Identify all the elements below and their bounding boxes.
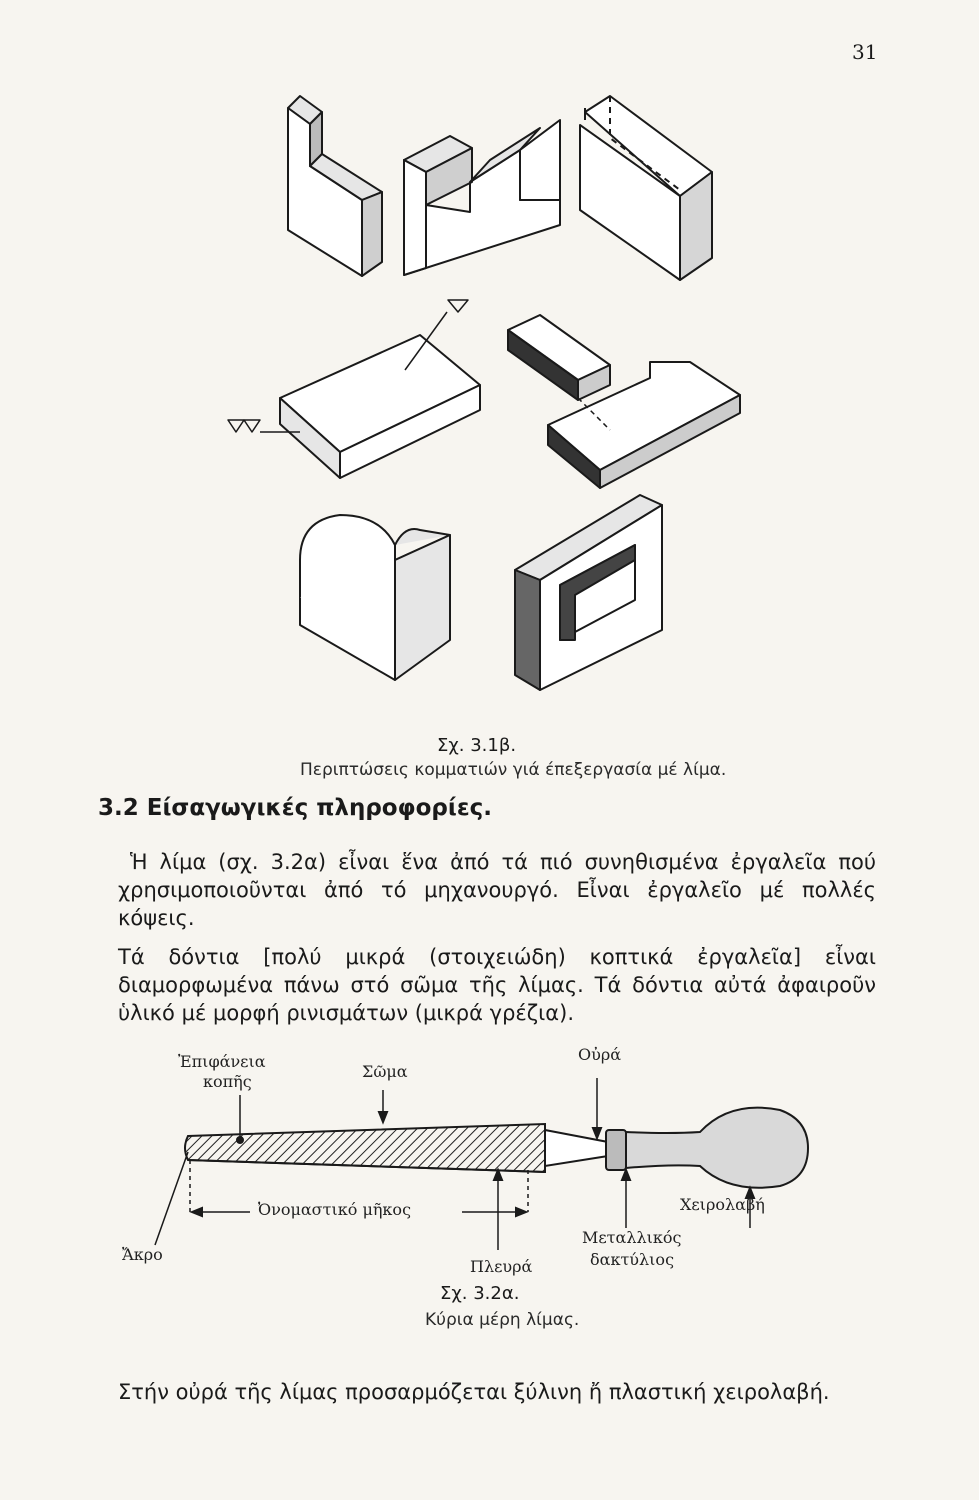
prism-piece: [580, 96, 712, 280]
label-handle: Χειρολαβή: [680, 1195, 765, 1214]
label-cutting-surface: Ἐπιφάνεια: [178, 1052, 266, 1071]
figure-2-caption: Κύρια μέρη λίμας.: [425, 1310, 580, 1330]
l-shaped-piece: [288, 96, 382, 276]
label-tang: Οὐρά: [578, 1045, 622, 1064]
section-heading: 3.2 Είσαγωγικές πληροφορίες.: [98, 795, 492, 821]
figure-2-number: Σχ. 3.2α.: [440, 1283, 520, 1304]
label-tip: Ἄκρο: [122, 1245, 163, 1264]
workpieces-figure: [0, 0, 979, 720]
rounded-piece: [300, 515, 450, 680]
label-nominal-length: Ὀνομαστικό μῆκος: [258, 1200, 412, 1219]
label-ferrule-2: δακτύλιος: [590, 1250, 675, 1269]
closing-line: Στήν οὐρά τῆς λίμας προσαρμόζεται ξύλινη ἤ πλαστική χειρολαβή.: [118, 1380, 830, 1404]
flat-plate: [228, 300, 480, 478]
frame-piece: [515, 495, 662, 690]
handle: [626, 1108, 808, 1188]
label-body: Σῶμα: [362, 1062, 408, 1081]
ferrule: [606, 1130, 626, 1170]
paragraph-2: Τά δόντια [πολύ μικρά (στοιχειώδη) κοπτικά ἐργαλεῖα] εἶναι διαμορφωμένα πάνω στό σῶμα τῆς λίμας. Τά δόντια αὐτά ἀφαιροῦν ὑλικό μέ μορφή ρινισμάτων (μικρά γρέζια).: [118, 945, 876, 1025]
figure-1-caption: Περιπτώσεις κομματιών γιά έπεξεργασία μέ λίμα.: [300, 760, 727, 780]
page-number: 31: [852, 40, 878, 64]
file-blade: [185, 1124, 545, 1172]
figure-1-number: Σχ. 3.1β.: [437, 735, 517, 756]
label-cutting-surface-2: κοπῆς: [203, 1072, 252, 1091]
label-edge: Πλευρά: [470, 1257, 533, 1276]
interlocking-pieces: [508, 315, 740, 488]
paragraph-1: Ἡ λίμα (σχ. 3.2α) εἶναι ἕνα ἀπό τά πιό συνηθισμένα ἐργαλεῖα πού χρησιμοποιοῦνται ἀπό τό μηχανουργό. Εἶναι ἐργαλεῖο μέ πολλές κόψεις.: [118, 850, 876, 930]
label-ferrule: Μεταλλικός: [582, 1228, 682, 1247]
u-shaped-piece: [404, 120, 560, 275]
